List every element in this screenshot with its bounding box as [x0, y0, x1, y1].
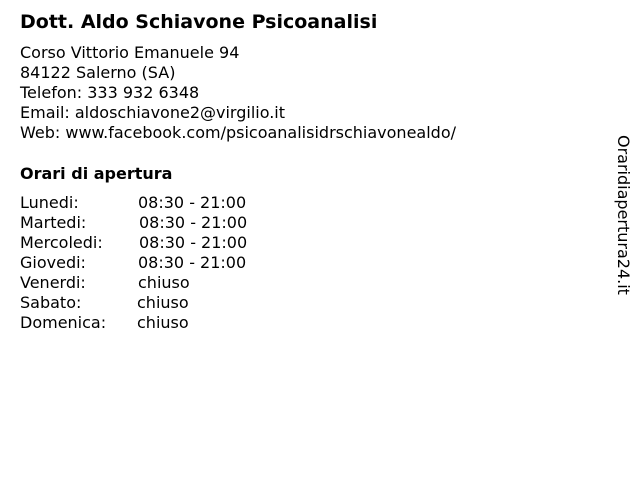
hours-day-label: Giovedi: — [20, 253, 86, 272]
address-street: Corso Vittorio Emanuele 94 — [20, 43, 240, 62]
contact-block — [20, 43, 456, 143]
web-line: Web: www.facebook.com/psicoanalisidrschiavonealdo/ — [20, 123, 456, 142]
page-title: Dott. Aldo Schiavone Psicoanalisi — [20, 11, 378, 33]
hours-time-value: 08:30 - 21:00 — [139, 213, 248, 232]
hours-time-value: 08:30 - 21:00 — [139, 233, 248, 252]
hours-time-value: 08:30 - 21:00 — [138, 193, 247, 212]
opening-hours-heading: Orari di apertura — [20, 164, 173, 183]
hours-time-value: chiuso — [137, 293, 189, 312]
hours-day-label: Sabato: — [20, 293, 82, 312]
hours-time-value: chiuso — [138, 273, 190, 292]
hours-time-value: 08:30 - 21:00 — [138, 253, 247, 272]
site-watermark-text: Oraridiapertura24.it — [614, 135, 633, 295]
phone-line: Telefon: 333 932 6348 — [20, 83, 200, 102]
hours-day-label: Domenica: — [20, 313, 107, 332]
address-city: 84122 Salerno (SA) — [20, 63, 176, 82]
hours-day-label: Lunedi: — [20, 193, 79, 212]
hours-day-label: Mercoledi: — [20, 233, 103, 252]
site-watermark — [611, 135, 635, 307]
hours-time-value: chiuso — [137, 313, 189, 332]
hours-day-label: Venerdi: — [20, 273, 86, 292]
email-line: Email: aldoschiavone2@virgilio.it — [20, 103, 286, 122]
hours-day-label: Martedi: — [20, 213, 87, 232]
